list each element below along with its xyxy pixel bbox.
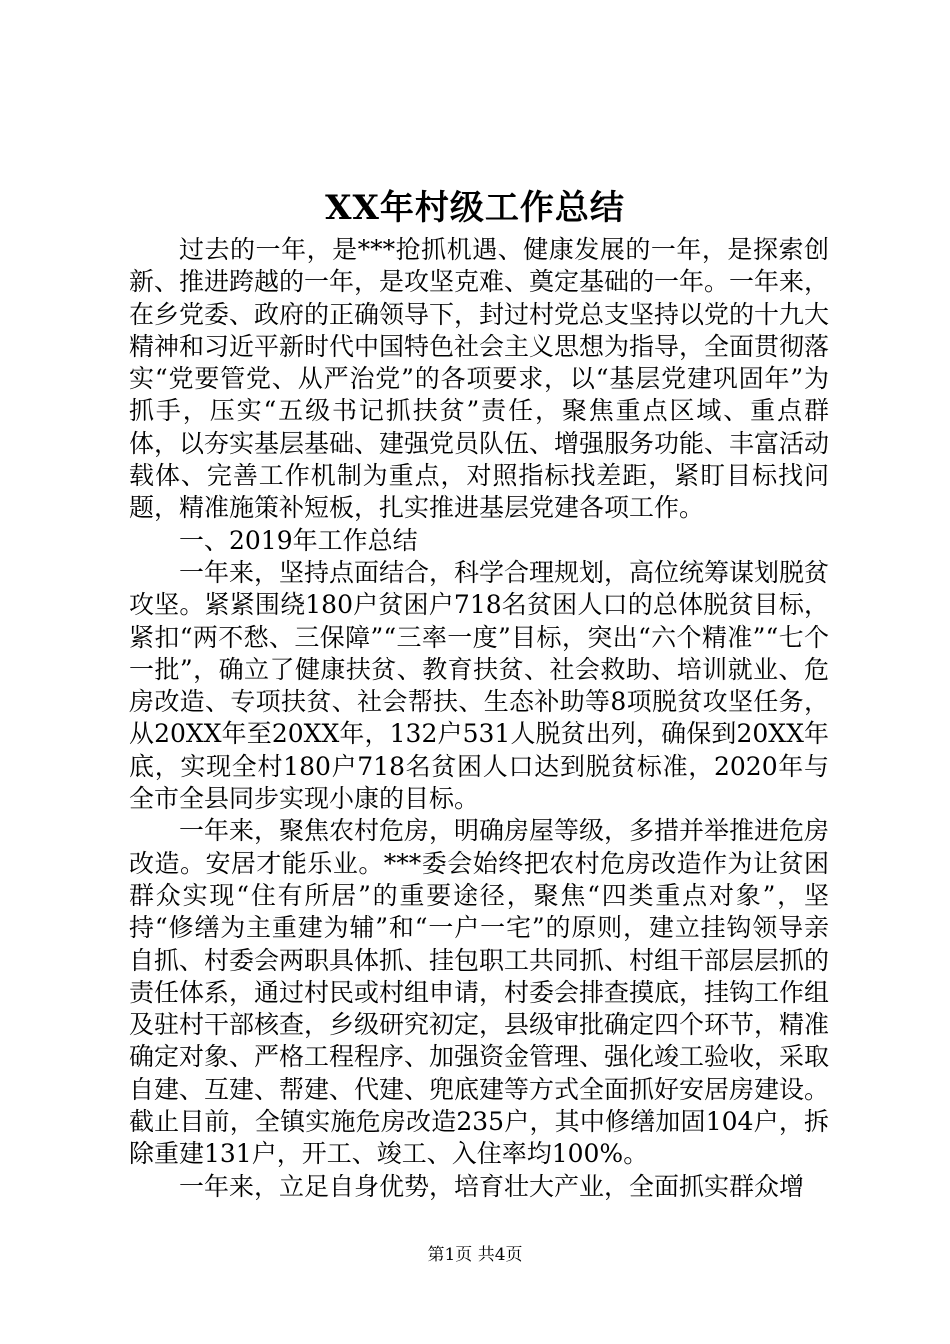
paragraph-intro: 过去的一年，是***抢抓机遇、健康发展的一年，是探索创新、推进跨越的一年，是攻坚克难、奠定基础的一年。一年来，在乡党委、政府的正确领导下，封过村党总支坚持以党的十九大精神和习近平新时代中国特色社会主义思想为指导，全面贯彻落实“党要管党、从严治党”的各项要求，以“基层党建巩固年”为抓手，压实“五级书记抓扶贫”责任，聚焦重点区域、重点群体，以夯实基层基础、建强党员队伍、增强服务功能、丰富活动载体、完善工作机制为重点，对照指标找差距，紧盯目标找问题，精准施策补短板，扎实推进基层党建各项工作。 bbox=[129, 235, 830, 523]
paragraph-housing-renovation: 一年来，聚焦农村危房，明确房屋等级，多措并举推进危房改造。安居才能乐业。***委会始终把农村危房改造作为让贫困群众实现“住有所居”的重要途径，聚焦“四类重点对象”，坚持“修缮为主重建为辅”和“一户一宅”的原则，建立挂钩领导亲自抓、村委会两职具体抓、挂包职工共同抓、村组干部层层抓的责任体系，通过村民或村组申请，村委会排查摸底，挂钩工作组及驻村干部核查，乡级研究初定，县级审批确定四个环节，精准确定对象、严格工程程序、加强资金管理、强化竣工验收，采取自建、互建、帮建、代建、兜底建等方式全面抓好安居房建设。截止目前，全镇实施危房改造235户，其中修缮加固104户，拆除重建131户，开工、竣工、入住率均100%。 bbox=[129, 816, 830, 1169]
paragraph-poverty-alleviation: 一年来，坚持点面结合，科学合理规划，高位统筹谋划脱贫攻坚。紧紧围绕180户贫困户718名贫困人口的总体脱贫目标，紧扣“两不愁、三保障”“三率一度”目标，突出“六个精准”“七个一批”，确立了健康扶贫、教育扶贫、社会救助、培训就业、危房改造、专项扶贫、社会帮扶、生态补助等8项脱贫攻坚任务，从20XX年至20XX年，132户531人脱贫出列，确保到20XX年底，实现全村180户718名贫困人口达到脱贫标准，2020年与全市全县同步实现小康的目标。 bbox=[129, 557, 830, 814]
section-heading: 一、2019年工作总结 bbox=[179, 525, 418, 555]
document-title: XX年村级工作总结 bbox=[325, 188, 625, 228]
document-body bbox=[129, 234, 829, 1203]
page-footer: 第1页 共4页 bbox=[427, 1245, 523, 1265]
paragraph-industry: 一年来，立足自身优势，培育壮大产业，全面抓实群众增 bbox=[179, 1171, 805, 1201]
